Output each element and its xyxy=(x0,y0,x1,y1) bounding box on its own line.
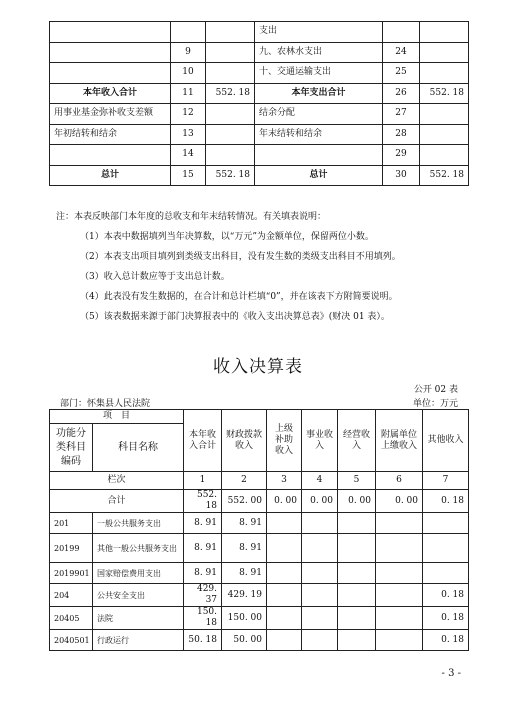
income-value: 8. 91 xyxy=(222,513,267,534)
header-col-2: 财政拨款收入 xyxy=(222,410,267,472)
income-value: 0. 18 xyxy=(423,584,469,607)
expense-value xyxy=(420,145,469,166)
row-number: 9 xyxy=(171,42,206,63)
income-item: 本年收入合计 xyxy=(50,83,171,104)
row-number: 27 xyxy=(383,104,420,125)
row-number: 26 xyxy=(383,83,420,104)
table-row xyxy=(50,42,469,63)
income-value: 8. 91 xyxy=(222,534,267,563)
report-code: 公开 02 表 xyxy=(413,385,458,395)
expense-item: 本年支出合计 xyxy=(255,83,383,104)
income-value xyxy=(338,584,376,607)
expense-item: 九、农林水支出 xyxy=(255,42,383,63)
income-value: 0. 18 xyxy=(423,630,469,651)
income-value xyxy=(267,534,302,563)
income-value xyxy=(206,22,255,43)
table-row xyxy=(50,63,469,84)
category-code: 2019901 xyxy=(50,563,93,584)
income-value: 429. 19 xyxy=(222,584,267,607)
income-value xyxy=(423,513,469,534)
income-value xyxy=(376,513,423,534)
expense-value xyxy=(420,22,469,43)
income-value xyxy=(206,42,255,63)
total-value: 0. 00 xyxy=(302,490,338,513)
income-value: 8. 91 xyxy=(222,563,267,584)
lanci-num: 6 xyxy=(376,472,423,490)
category-name: 国家赔偿费用支出 xyxy=(93,563,184,584)
income-value: 8. 91 xyxy=(184,534,222,563)
header-code: 功能分类科目编码 xyxy=(50,424,93,472)
row-number: 10 xyxy=(171,63,206,84)
income-value xyxy=(376,563,423,584)
income-item xyxy=(50,63,171,84)
income-expense-summary-table xyxy=(49,21,469,186)
header-col-1: 本年收入合计 xyxy=(184,410,222,472)
income-value xyxy=(338,630,376,651)
row-number: 12 xyxy=(171,104,206,125)
income-final-account-table xyxy=(49,409,469,651)
income-value xyxy=(302,513,338,534)
income-value xyxy=(338,563,376,584)
table-row xyxy=(50,607,469,630)
category-code: 201 xyxy=(50,513,93,534)
header-col-7: 其他收入 xyxy=(423,410,469,472)
category-code: 20199 xyxy=(50,534,93,563)
row-number: 11 xyxy=(171,83,206,104)
note-item: （4）此表没有发生数据的，在合计和总计栏填“0”，并在该表下方附简要说明。 xyxy=(80,292,398,302)
category-name: 其他一般公共服务支出 xyxy=(93,534,184,563)
row-number: 14 xyxy=(171,145,206,166)
notes-section xyxy=(56,207,496,327)
table-row xyxy=(50,513,469,534)
header-col-6: 附属单位上缴收入 xyxy=(376,410,423,472)
header-col-3: 上级补助收入 xyxy=(267,410,302,472)
expense-value: 552. 18 xyxy=(420,83,469,104)
income-value xyxy=(267,513,302,534)
lanci-num: 5 xyxy=(338,472,376,490)
expense-item: 年末结转和结余 xyxy=(255,124,383,145)
row-number: 30 xyxy=(383,165,420,186)
report-title: 收入决算表 xyxy=(213,357,303,377)
table-row xyxy=(50,165,469,186)
income-value xyxy=(302,534,338,563)
row-number: 13 xyxy=(171,124,206,145)
total-value: 0. 18 xyxy=(423,490,469,513)
income-value xyxy=(267,607,302,630)
income-value xyxy=(267,584,302,607)
income-item: 总计 xyxy=(50,165,171,186)
income-value xyxy=(338,513,376,534)
header-col-5: 经营收入 xyxy=(338,410,376,472)
table-row xyxy=(50,534,469,563)
note-item: （3）收入总计数应等于支出总计数。 xyxy=(80,272,230,282)
income-value: 150. 00 xyxy=(222,607,267,630)
income-value: 552. 18 xyxy=(206,83,255,104)
income-value xyxy=(338,534,376,563)
income-value xyxy=(302,607,338,630)
income-item: 年初结转和结余 xyxy=(50,124,171,145)
table-row xyxy=(50,584,469,607)
table-row xyxy=(50,630,469,651)
income-value xyxy=(206,124,255,145)
income-value xyxy=(206,104,255,125)
expense-value xyxy=(420,42,469,63)
department-label: 部门：怀集县人民法院 xyxy=(60,399,151,409)
expense-value xyxy=(420,124,469,145)
header-project: 项 目 xyxy=(50,410,184,424)
row-number: 15 xyxy=(171,165,206,186)
lanci-num: 7 xyxy=(423,472,469,490)
category-name: 一般公共服务支出 xyxy=(93,513,184,534)
table-row xyxy=(50,83,469,104)
expense-item: 十、交通运输支出 xyxy=(255,63,383,84)
income-value xyxy=(206,145,255,166)
lanci-num: 2 xyxy=(222,472,267,490)
income-value xyxy=(267,630,302,651)
expense-item xyxy=(255,145,383,166)
income-item xyxy=(50,42,171,63)
note-item: （1）本表中数据填列当年决算数，以“万元”为金额单位，保留两位小数。 xyxy=(80,232,374,242)
expense-item: 总计 xyxy=(255,165,383,186)
income-value xyxy=(302,563,338,584)
income-value: 50. 00 xyxy=(222,630,267,651)
total-value: 0. 00 xyxy=(267,490,302,513)
category-name: 法院 xyxy=(93,607,184,630)
income-value xyxy=(206,63,255,84)
row-number: 25 xyxy=(383,63,420,84)
income-value xyxy=(376,607,423,630)
page-number: - 3 - xyxy=(441,668,461,679)
total-label: 合计 xyxy=(50,490,184,513)
row-number: 29 xyxy=(383,145,420,166)
income-item xyxy=(50,145,171,166)
income-value: 50. 18 xyxy=(184,630,222,651)
income-value: 8. 91 xyxy=(184,563,222,584)
total-value: 552. 00 xyxy=(222,490,267,513)
notes-intro: 注：本表反映部门本年度的总收支和年末结转情况。有关填表说明： xyxy=(56,212,327,222)
header-name: 科目名称 xyxy=(93,424,184,472)
unit-label: 单位：万元 xyxy=(412,399,458,409)
header-col-4: 事业收入 xyxy=(302,410,338,472)
income-value xyxy=(376,584,423,607)
income-item: 用事业基金弥补收支差额 xyxy=(50,104,171,125)
category-code: 204 xyxy=(50,584,93,607)
income-value: 429. 37 xyxy=(184,584,222,607)
expense-value: 552. 18 xyxy=(420,165,469,186)
income-value xyxy=(338,607,376,630)
income-value: 150. 18 xyxy=(184,607,222,630)
table-row xyxy=(50,563,469,584)
category-code: 20405 xyxy=(50,607,93,630)
lanci-num: 3 xyxy=(267,472,302,490)
total-value: 0. 00 xyxy=(376,490,423,513)
expense-value xyxy=(420,63,469,84)
lanci-num: 1 xyxy=(184,472,222,490)
total-value: 552. 18 xyxy=(184,490,222,513)
expense-item: 结余分配 xyxy=(255,104,383,125)
income-value: 552. 18 xyxy=(206,165,255,186)
table-row xyxy=(50,22,469,43)
note-item: （2）本表支出项目填列到类级支出科目，没有发生数的类级支出科目不用填列。 xyxy=(80,252,401,262)
income-value xyxy=(267,563,302,584)
table-row xyxy=(50,145,469,166)
income-value xyxy=(423,534,469,563)
lanci-label: 栏次 xyxy=(50,472,184,490)
income-value: 8. 91 xyxy=(184,513,222,534)
expense-item: 支出 xyxy=(255,22,383,43)
row-number: 24 xyxy=(383,42,420,63)
income-value xyxy=(302,630,338,651)
income-value xyxy=(302,584,338,607)
table-row xyxy=(50,124,469,145)
row-number xyxy=(171,22,206,43)
note-item: （5）该表数据来源于部门决算报表中的《收入支出决算总表》(财决 01 表）。 xyxy=(80,312,390,322)
category-name: 行政运行 xyxy=(93,630,184,651)
income-value xyxy=(423,563,469,584)
expense-value xyxy=(420,104,469,125)
row-number xyxy=(383,22,420,43)
income-value: 0. 18 xyxy=(423,607,469,630)
income-value xyxy=(376,630,423,651)
table-row xyxy=(50,104,469,125)
category-name: 公共安全支出 xyxy=(93,584,184,607)
income-value xyxy=(376,534,423,563)
total-value: 0. 00 xyxy=(338,490,376,513)
row-number: 28 xyxy=(383,124,420,145)
lanci-num: 4 xyxy=(302,472,338,490)
income-item xyxy=(50,22,171,43)
category-code: 2040501 xyxy=(50,630,93,651)
